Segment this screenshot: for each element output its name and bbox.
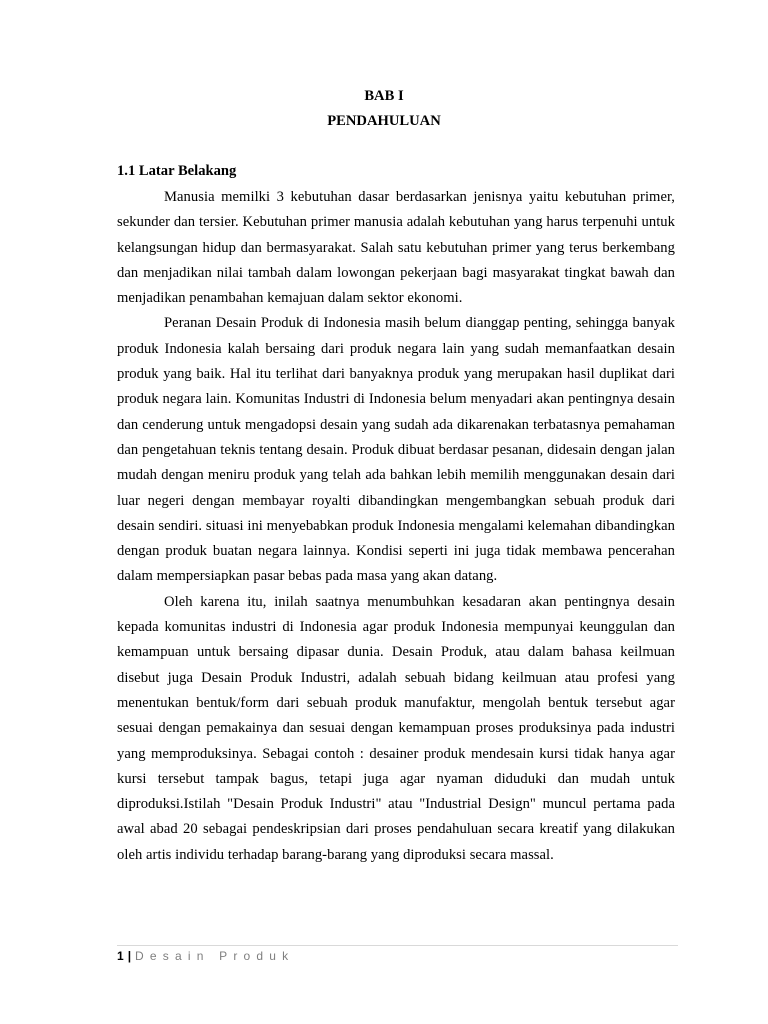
body-text <box>117 185 675 868</box>
footer-label: Desain Produk <box>135 949 295 963</box>
page-number: 1 <box>117 949 124 963</box>
paragraph: Peranan Desain Produk di Indonesia masih belum dianggap penting, sehingga banyak produk Indonesia kalah bersaing dari produk negara lain yang sudah memanfaatkan desain produk yang baik. Hal itu terlihat dari banyaknya produk yang merupakan hasil duplikat dari produk negara lain. Komunitas Industri di Indonesia belum menyadari akan pentingnya desain dan cenderung untuk mengadopsi desain yang sudah ada dikarenakan terbatasnya pemahaman dan pengetahuan teknis tentang desain. Produk dibuat berdasar pesanan, didesain dengan jalan mudah dengan meniru produk yang telah ada bahkan lebih memilih menggunakan desain dari luar negeri dengan membayar royalti dibandingkan mengembangkan sebuah produk dari desain sendiri. situasi ini menyebabkan produk Indonesia mengalami kelemahan dibandingkan dengan produk buatan negara lainnya. Kondisi seperti ini juga tidak membawa pencerahan dalam mempersiapkan pasar bebas pada masa yang akan datang. <box>117 315 675 585</box>
section-heading: 1.1 Latar Belakang <box>117 163 237 179</box>
paragraph: Oleh karena itu, inilah saatnya menumbuhkan kesadaran akan pentingnya desain kepada komunitas industri di Indonesia agar produk Indonesia mempunyai keunggulan dan kemampuan untuk bersaing dipasar dunia. Desain Produk, atau dalam bahasa keilmuan disebut juga Desain Produk Industri, adalah sebuah bidang keilmuan atau profesi yang menentukan bentuk/form dari sebuah produk manufaktur, mengolah bentuk tersebut agar sesuai dengan pemakainya dan sesuai dengan kemampuan proses produksinya pada industri yang memproduksinya. Sebagai contoh : desainer produk mendesain kursi tidak hanya agar kursi tersebut tampak bagus, tetapi juga agar nyaman diduduki dan mudah untuk diproduksi.Istilah "Desain Produk Industri" atau "Industrial Design" muncul pertama pada awal abad 20 sebagai pendeskripsian dari proses pendahuluan secara kreatif yang dilakukan oleh artis individu terhadap barang-barang yang diproduksi secara massal. <box>117 593 675 863</box>
footer-separator: | <box>127 949 132 963</box>
footer-divider <box>117 945 678 946</box>
paragraph: Manusia memilki 3 kebutuhan dasar berdasarkan jenisnya yaitu kebutuhan primer, sekunder dan tersier. Kebutuhan primer manusia adalah kebutuhan yang harus terpenuhi untuk kelangsungan hidup dan bermasyarakat. Salah satu kebutuhan primer yang terus berkembang dan menjadikan nilai tambah dalam lowongan pekerjaan bagi masyarakat tingkat bawah dan menjadikan penambahan kemajuan dalam sektor ekonomi. <box>117 189 675 307</box>
chapter-title: PENDAHULUAN <box>327 113 441 129</box>
chapter-number: BAB I <box>364 88 404 104</box>
page-footer <box>117 947 294 965</box>
